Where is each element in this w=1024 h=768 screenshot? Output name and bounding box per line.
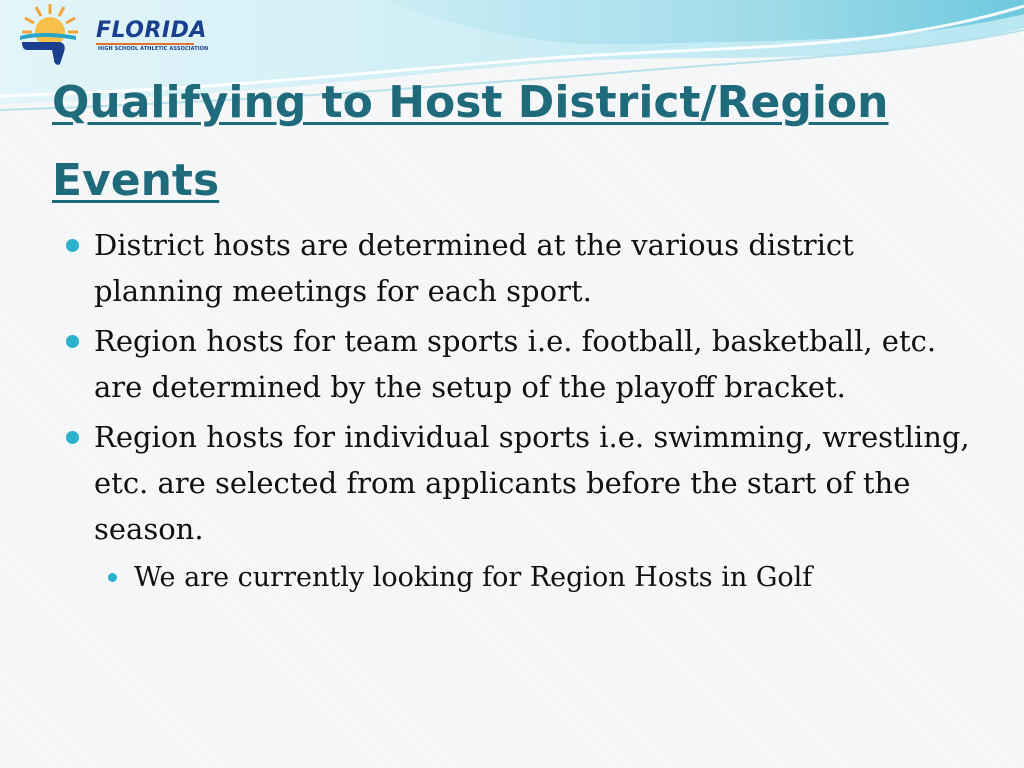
bullet-dot-icon (66, 239, 79, 252)
logo-rule (96, 43, 194, 45)
bullet-text: Region hosts for individual sports i.e. swimming, wrestling, etc. are selected from applicants before the start of the season. (94, 420, 970, 546)
bullet-item (62, 318, 982, 410)
logo-wordmark: FLORIDA (96, 18, 207, 43)
bullet-dot-icon (66, 335, 79, 348)
slide-title: Qualifying to Host District/Region Events (52, 77, 889, 206)
sub-bullet-dot-icon (108, 573, 117, 582)
bullet-list (62, 222, 982, 600)
bullet-item (62, 414, 982, 552)
bullet-dot-icon (66, 431, 79, 444)
sub-bullet-item (62, 556, 982, 600)
bullet-text: Region hosts for team sports i.e. football, basketball, etc. are determined by the setup of the playoff bracket. (94, 324, 937, 404)
bullet-item (62, 222, 982, 314)
logo-subtitle: HIGH SCHOOL ATHLETIC ASSOCIATION (98, 46, 209, 52)
bullet-text: District hosts are determined at the various district planning meetings for each sport. (94, 228, 854, 308)
sub-bullet-text: We are currently looking for Region Hosts in Golf (134, 562, 813, 593)
fhsaa-logo (14, 2, 209, 66)
florida-state-sun-icon (14, 2, 94, 66)
